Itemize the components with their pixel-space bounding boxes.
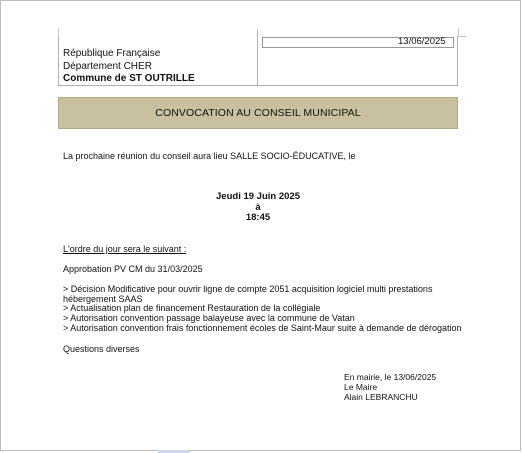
address-line-department: Département CHER xyxy=(63,60,152,72)
crop-mark-right xyxy=(458,28,459,36)
intro-suffix: , le xyxy=(343,151,356,161)
crop-mark-right-h xyxy=(458,36,466,37)
crop-mark-left xyxy=(58,28,59,36)
intro-prefix: La prochaine réunion du conseil aura lieu xyxy=(63,151,231,161)
agenda-item: hébergement SAAS xyxy=(63,293,143,304)
header-divider xyxy=(257,30,258,86)
signature-name: Alain LEBRANCHU xyxy=(344,392,418,402)
other-questions: Questions diverses xyxy=(63,344,140,354)
agenda-item: > Décision Modificative pour ouvrir ligne de compte 2051 acquisition logiciel multi prestations xyxy=(63,284,433,294)
header-date: 13/06/2025 xyxy=(398,36,446,47)
meeting-date: Jeudi 19 Juin 2025 xyxy=(216,191,300,202)
address-block xyxy=(63,48,195,86)
agenda-item: > Actualisation plan de financement Restauration de la collégiale xyxy=(63,303,321,313)
address-line-commune: Commune de ST OUTRILLE xyxy=(63,73,195,84)
agenda-heading: L'ordre du jour sera le suivant : xyxy=(63,244,187,254)
agenda-approval: Approbation PV CM du 31/03/2025 xyxy=(63,264,203,274)
signature-place-date: En mairie, le 13/06/2025 xyxy=(344,372,437,382)
intro-line xyxy=(63,151,356,162)
address-line-republic: République Française xyxy=(63,48,161,59)
agenda-item: > Autorisation convention passage balayeuse avec la commune de Vatan xyxy=(63,313,355,323)
signature-role: Le Maire xyxy=(344,382,378,392)
title-banner xyxy=(58,97,458,129)
banner-title: CONVOCATION AU CONSEIL MUNICIPAL xyxy=(155,107,361,119)
agenda-item: > Autorisation convention frais fonctionnement écoles de Saint-Maur suite à demande de dérogation xyxy=(63,323,462,333)
meeting-time: 18:45 xyxy=(245,212,271,223)
intro-location: SALLE SOCIO-ÉDUCATIVE xyxy=(230,151,344,161)
meeting-at: à xyxy=(255,202,261,213)
